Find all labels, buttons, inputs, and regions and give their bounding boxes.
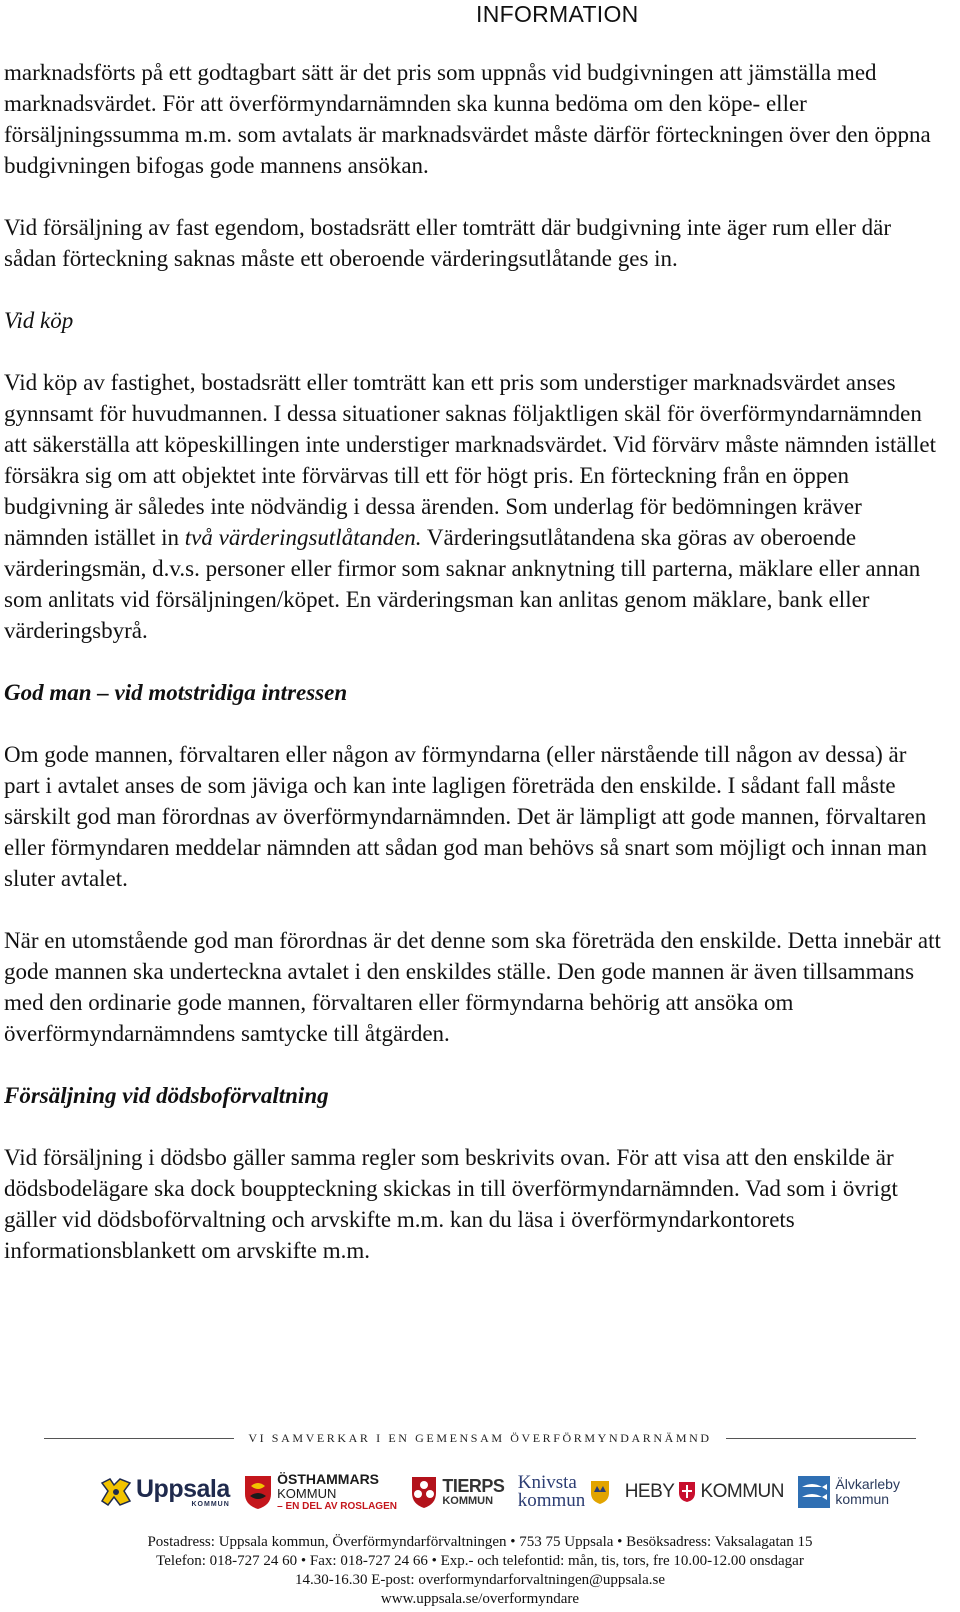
- knivsta-kommun: kommun: [517, 1490, 586, 1511]
- contact-postal-address: Postadress: Uppsala kommun, Överförmyndarförvaltningen • 753 75 Uppsala • Besöksadress: Vaksalagatan 15: [147, 1534, 813, 1550]
- heading-god-man: God man – vid motstridiga intressen: [4, 680, 348, 705]
- emphasis-tva-vardering: två värderingsutlåtanden.: [184, 525, 422, 550]
- banner-text: VI SAMVERKAR I EN GEMENSAM ÖVERFÖRMYNDARNÄMND: [248, 1430, 712, 1445]
- osthammar-shield-icon: [243, 1474, 273, 1510]
- heby-logo: [625, 1481, 784, 1503]
- osthammar-name: ÖSTHAMMARS: [277, 1470, 380, 1487]
- footer-banner: [44, 1428, 916, 1448]
- banner-rule-right: [726, 1438, 916, 1439]
- contact-website: www.uppsala.se/overformyndare: [380, 1591, 580, 1607]
- alvkarleby-logo: [797, 1475, 900, 1509]
- uppsala-name: Uppsala: [136, 1474, 230, 1503]
- header-label: INFORMATION: [476, 1, 639, 27]
- osthammar-kommun: KOMMUN: [277, 1485, 337, 1501]
- osthammar-tagline: – EN DEL AV ROSLAGEN: [277, 1500, 397, 1512]
- knivsta-logo: [518, 1474, 612, 1510]
- municipality-logos: [100, 1466, 900, 1518]
- contact-phone-hours: Telefon: 018-727 24 60 • Fax: 018-727 24 66 • Exp.- och telefontid: mån, tis, tors, fre 10.00-12.00 onsdagar: [156, 1553, 804, 1569]
- paragraph-dodsbo: Vid försäljning i dödsbo gäller samma regler som beskrivits ovan. För att visa att den enskilde är dödsbodelägare ska dock bouppteckning skickas in till överförmyndarnämnden. Vad som i övrigt gäller vid dödsboförvaltning och arvskifte m.m. kan du läsa i överförmyndarkontorets informationsblankett om arvskifte m.m.: [4, 1145, 898, 1263]
- knivsta-crown-icon: [589, 1479, 611, 1505]
- heby-shield-icon: [678, 1481, 696, 1503]
- paragraph-vid-kop: [4, 367, 944, 646]
- tierps-name: TIERPS: [442, 1476, 505, 1496]
- heading-vid-kop: Vid köp: [4, 308, 74, 333]
- osthammar-logo: [243, 1472, 397, 1513]
- paragraph-utomstaende-god-man: När en utomstående god man förordnas är det denne som ska företräda den enskilde. Detta innebär att gode mannen ska underteckna avtalet i den enskildes ställe. Den gode mannen är även tillsammans med den ordinarie gode mannen, förvaltaren eller förmyndarna behörig att ansöka om överförmyndarnämndens samtycke till åtgärden.: [4, 928, 941, 1046]
- tierps-shield-icon: [410, 1475, 438, 1509]
- uppsala-emblem-icon: [100, 1477, 132, 1507]
- paragraph-budgivning: marknadsförts på ett godtagbart sätt är det pris som uppnås vid budgivningen att jämställa med marknadsvärdet. För att överförmyndarnämnden ska kunna bedöma om den köpe- eller försäljningssumma m.m. som avtalats är marknadsvärdet måste därför förteckningen över den öppna budgivningen bifogas gode mannens ansökan.: [4, 60, 931, 178]
- tierps-kommun: KOMMUN: [442, 1495, 494, 1507]
- uppsala-logo: [100, 1474, 230, 1508]
- knivsta-name: Knivsta: [517, 1472, 577, 1493]
- heading-dodsbo: Försäljning vid dödsboförvaltning: [4, 1083, 329, 1108]
- contact-email: 14.30-16.30 E-post: overformyndarforvaltningen@uppsala.se: [295, 1572, 665, 1588]
- heby-name: HEBY: [624, 1481, 675, 1502]
- alvkarleby-name: Älvkarleby: [835, 1476, 900, 1492]
- paragraph-vardering: Vid försäljning av fast egendom, bostadsrätt eller tomträtt där budgivning inte äger rum eller där sådan förteckning saknas måste ett oberoende värderingsutlåtande ges in.: [4, 215, 892, 271]
- paragraph-vid-kop-part2: Värderingsutlåtandena ska göras av oberoende värderingsmän, d.v.s. personer eller firmor som saknar anknytning till parterna, mäklare eller annan som anlitats vid försäljningen/köpet. En värderingsman kan anlitas genom mäklare, bank eller värderingsbyrå.: [4, 525, 921, 643]
- uppsala-sub: KOMMUN: [191, 1500, 230, 1508]
- heby-kommun: KOMMUN: [700, 1481, 784, 1502]
- banner-rule-left: [44, 1438, 234, 1439]
- alvkarleby-fish-icon: [797, 1475, 831, 1509]
- alvkarleby-kommun: kommun: [835, 1491, 890, 1507]
- paragraph-vid-kop-part1: Vid köp av fastighet, bostadsrätt eller tomträtt kan ett pris som understiger marknadsvärdet anses gynnsamt för huvudmannen. I dessa situationer saknas följaktligen skäl för överförmyndarnämnden att säkerställa att köpeskillingen inte understiger marknadsvärdet. Vid förvärv måste nämnden istället försäkra sig om att objektet inte förvärvas till ett för högt pris. En förteckning från en öppen budgivning är således inte nödvändig i dessa ärenden. Som underlag för bedömningen kräver nämnden istället in: [4, 370, 936, 550]
- paragraph-god-man-jav: Om gode mannen, förvaltaren eller någon av förmyndarna (eller närstående till någon av dessa) är part i avtalet anses de som jäviga och kan inte lagligen företräda den enskilde. I sådant fall måste särskilt god man förordnas av överförmyndarnämnden. Det är lämpligt att gode mannen, förvaltaren eller förmyndaren meddelar nämnden att sådan god man behövs så snart som möjligt och innan man sluter avtalet.: [4, 742, 927, 891]
- footer-contact: [44, 1533, 916, 1609]
- document-body: [4, 57, 944, 1297]
- tierps-logo: [410, 1475, 504, 1509]
